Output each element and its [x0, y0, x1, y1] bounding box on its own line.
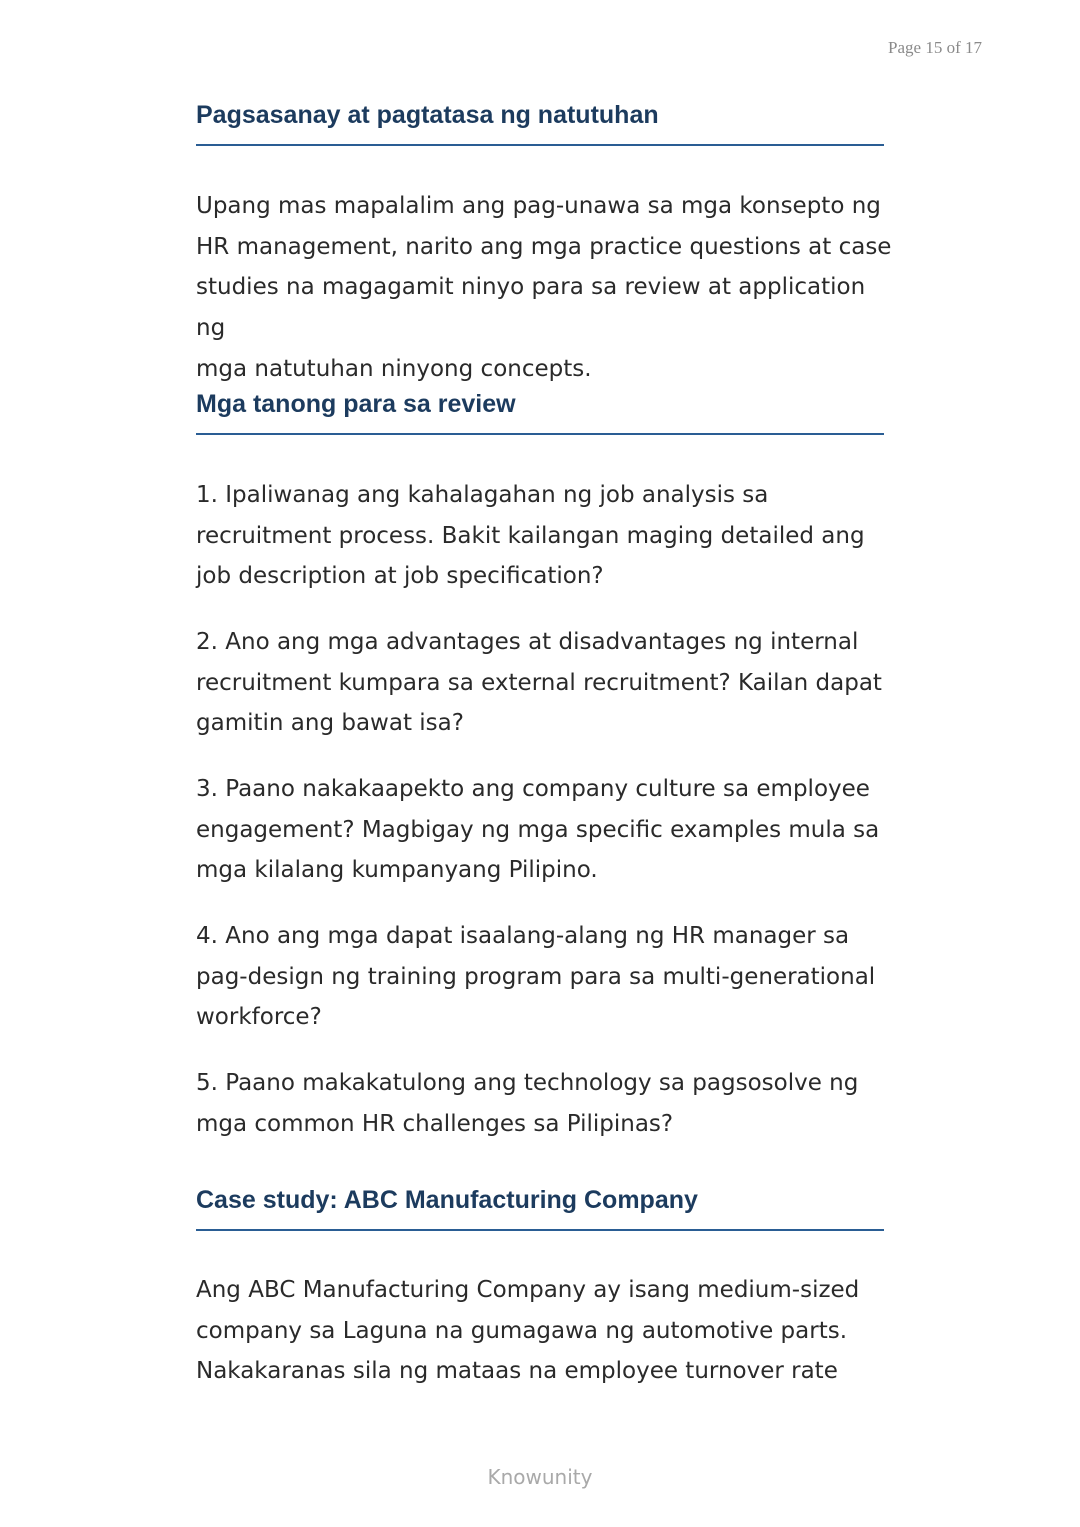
intro-paragraph: Upang mas mapalalim ang pag-unawa sa mga konsepto ng HR management, narito ang mga practice questions at case studies na magagamit ninyo para sa review at application ng mga natutuhan ninyong concepts.	[196, 193, 892, 382]
review-question-1: 1. Ipaliwanag ang kahalagahan ng job analysis sa recruitment process. Bakit kailangan maging detailed ang job description at job specification?	[196, 482, 865, 590]
case-study-paragraph: Ang ABC Manufacturing Company ay isang medium-sized company sa Laguna na gumagawa ng automotive parts. Nakakaranas sila ng mataas na employee turnover rate	[196, 1277, 860, 1385]
footer-brand: Knowunity	[487, 1465, 593, 1489]
review-question-2: 2. Ano ang mga advantages at disadvantages ng internal recruitment kumpara sa external recruitment? Kailan dapat gamitin ang bawat isa?	[196, 629, 882, 737]
review-question-4: 4. Ano ang mga dapat isaalang-alang ng HR manager sa pag-design ng training program para sa multi-generational workforce?	[196, 923, 876, 1031]
page-number: Page 15 of 17	[888, 38, 982, 57]
section-heading-review: Mga tanong para sa review	[196, 389, 884, 435]
review-question-5: 5. Paano makakatulong ang technology sa pagsosolve ng mga common HR challenges sa Pilipinas?	[196, 1070, 859, 1137]
section-heading-practice: Pagsasanay at pagtatasa ng natutuhan	[196, 100, 884, 146]
section-heading-case-study: Case study: ABC Manufacturing Company	[196, 1185, 884, 1231]
review-question-3: 3. Paano nakakaapekto ang company culture sa employee engagement? Magbigay ng mga specific examples mula sa mga kilalang kumpanyang Pilipino.	[196, 776, 880, 884]
